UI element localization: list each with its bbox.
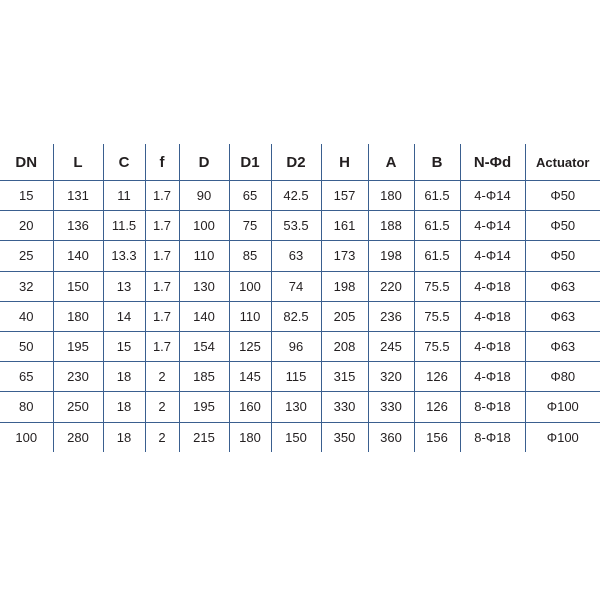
cell-f: 1.7 — [145, 181, 179, 211]
cell-l: 140 — [53, 241, 103, 271]
cell-h: 173 — [321, 241, 368, 271]
cell-a: 320 — [368, 362, 414, 392]
cell-b: 156 — [414, 422, 460, 452]
cell-a: 188 — [368, 211, 414, 241]
column-header-d2: D2 — [271, 144, 321, 181]
cell-d2: 115 — [271, 362, 321, 392]
cell-dn: 15 — [0, 181, 53, 211]
column-header-b: B — [414, 144, 460, 181]
cell-b: 61.5 — [414, 211, 460, 241]
cell-c: 18 — [103, 422, 145, 452]
table-row — [0, 181, 600, 211]
cell-actuator: Φ63 — [525, 301, 600, 331]
cell-actuator: Φ50 — [525, 211, 600, 241]
cell-a: 236 — [368, 301, 414, 331]
cell-d: 100 — [179, 211, 229, 241]
cell-d2: 63 — [271, 241, 321, 271]
cell-d2: 150 — [271, 422, 321, 452]
cell-n-phi-d: 4-Φ14 — [460, 181, 525, 211]
cell-b: 126 — [414, 392, 460, 422]
cell-f: 1.7 — [145, 241, 179, 271]
cell-h: 315 — [321, 362, 368, 392]
cell-actuator: Φ50 — [525, 241, 600, 271]
cell-d1: 85 — [229, 241, 271, 271]
cell-n-phi-d: 4-Φ18 — [460, 362, 525, 392]
table-row — [0, 271, 600, 301]
cell-n-phi-d: 4-Φ18 — [460, 331, 525, 361]
cell-a: 245 — [368, 331, 414, 361]
cell-dn: 50 — [0, 331, 53, 361]
table-row — [0, 241, 600, 271]
cell-n-phi-d: 4-Φ14 — [460, 241, 525, 271]
cell-b: 75.5 — [414, 331, 460, 361]
cell-c: 18 — [103, 362, 145, 392]
cell-b: 126 — [414, 362, 460, 392]
cell-a: 180 — [368, 181, 414, 211]
cell-actuator: Φ100 — [525, 392, 600, 422]
cell-actuator: Φ80 — [525, 362, 600, 392]
cell-d: 110 — [179, 241, 229, 271]
cell-d2: 96 — [271, 331, 321, 361]
cell-l: 195 — [53, 331, 103, 361]
cell-d1: 100 — [229, 271, 271, 301]
cell-d1: 75 — [229, 211, 271, 241]
column-header-d: D — [179, 144, 229, 181]
cell-l: 180 — [53, 301, 103, 331]
cell-d1: 110 — [229, 301, 271, 331]
cell-dn: 20 — [0, 211, 53, 241]
cell-f: 1.7 — [145, 301, 179, 331]
cell-h: 350 — [321, 422, 368, 452]
cell-d2: 130 — [271, 392, 321, 422]
cell-dn: 100 — [15, 429, 38, 445]
cell-dn: 32 — [0, 271, 53, 301]
cell-b: 75.5 — [414, 271, 460, 301]
cell-d: 185 — [179, 362, 229, 392]
cell-d2: 53.5 — [271, 211, 321, 241]
cell-c: 11.5 — [103, 211, 145, 241]
cell-d: 195 — [179, 392, 229, 422]
cell-dn: 65 — [0, 362, 53, 392]
table-row — [0, 392, 600, 422]
cell-b: 61.5 — [414, 241, 460, 271]
cell-dn: 40 — [0, 301, 53, 331]
cell-d2: 42.5 — [271, 181, 321, 211]
cell-h: 198 — [321, 271, 368, 301]
cell-n-phi-d: 8-Φ18 — [460, 392, 525, 422]
cell-l: 230 — [53, 362, 103, 392]
cell-h: 157 — [321, 181, 368, 211]
cell-c: 14 — [103, 301, 145, 331]
cell-a: 220 — [368, 271, 414, 301]
column-header-dn: DN — [0, 144, 53, 181]
cell-c: 18 — [103, 392, 145, 422]
cell-h: 330 — [321, 392, 368, 422]
table-header-row — [0, 144, 600, 181]
column-header-d1: D1 — [229, 144, 271, 181]
cell-f: 2 — [145, 362, 179, 392]
cell-n-phi-d: 8-Φ18 — [460, 422, 525, 452]
cell-d1: 125 — [229, 331, 271, 361]
cell-d1: 180 — [229, 422, 271, 452]
cell-l: 131 — [53, 181, 103, 211]
column-header-l: L — [53, 144, 103, 181]
cell-dn: 25 — [0, 241, 53, 271]
cell-n-phi-d: 4-Φ14 — [460, 211, 525, 241]
cell-b: 75.5 — [414, 301, 460, 331]
cell-h: 208 — [321, 331, 368, 361]
cell-d: 154 — [179, 331, 229, 361]
cell-d: 90 — [179, 181, 229, 211]
table-row — [0, 211, 600, 241]
cell-d1: 160 — [229, 392, 271, 422]
cell-c: 13 — [103, 271, 145, 301]
cell-h: 205 — [321, 301, 368, 331]
cell-actuator: Φ63 — [525, 271, 600, 301]
table-row — [0, 362, 600, 392]
cell-actuator: Φ100 — [525, 422, 600, 452]
table-body — [0, 181, 600, 452]
table-row — [0, 301, 600, 331]
cell-d1: 145 — [229, 362, 271, 392]
table-row — [0, 422, 600, 452]
cell-d2: 74 — [271, 271, 321, 301]
cell-h: 161 — [321, 211, 368, 241]
cell-l: 150 — [53, 271, 103, 301]
cell-a: 198 — [368, 241, 414, 271]
cell-d2: 82.5 — [271, 301, 321, 331]
cell-d1: 65 — [229, 181, 271, 211]
cell-actuator: Φ50 — [525, 181, 600, 211]
cell-n-phi-d: 4-Φ18 — [460, 271, 525, 301]
cell-f: 1.7 — [145, 211, 179, 241]
column-header-n-phi-d: N-Φd — [460, 144, 525, 181]
cell-f: 2 — [145, 422, 179, 452]
cell-a: 360 — [368, 422, 414, 452]
column-header-f: f — [145, 144, 179, 181]
cell-actuator: Φ63 — [525, 331, 600, 361]
cell-l: 250 — [53, 392, 103, 422]
column-header-h: H — [321, 144, 368, 181]
cell-f: 2 — [145, 392, 179, 422]
column-header-a: A — [368, 144, 414, 181]
cell-c: 13.3 — [103, 241, 145, 271]
table-row — [0, 331, 600, 361]
cell-d: 140 — [179, 301, 229, 331]
cell-c: 11 — [103, 181, 145, 211]
column-header-c: C — [103, 144, 145, 181]
cell-c: 15 — [103, 331, 145, 361]
cell-d: 130 — [179, 271, 229, 301]
cell-l: 280 — [53, 422, 103, 452]
dimensions-table — [0, 144, 600, 452]
cell-f: 1.7 — [145, 331, 179, 361]
cell-n-phi-d: 4-Φ18 — [460, 301, 525, 331]
column-header-actuator: Actuator — [525, 144, 600, 181]
cell-f: 1.7 — [145, 271, 179, 301]
cell-dn: 80 — [0, 392, 53, 422]
cell-d: 215 — [179, 422, 229, 452]
cell-b: 61.5 — [414, 181, 460, 211]
cell-a: 330 — [368, 392, 414, 422]
cell-l: 136 — [53, 211, 103, 241]
